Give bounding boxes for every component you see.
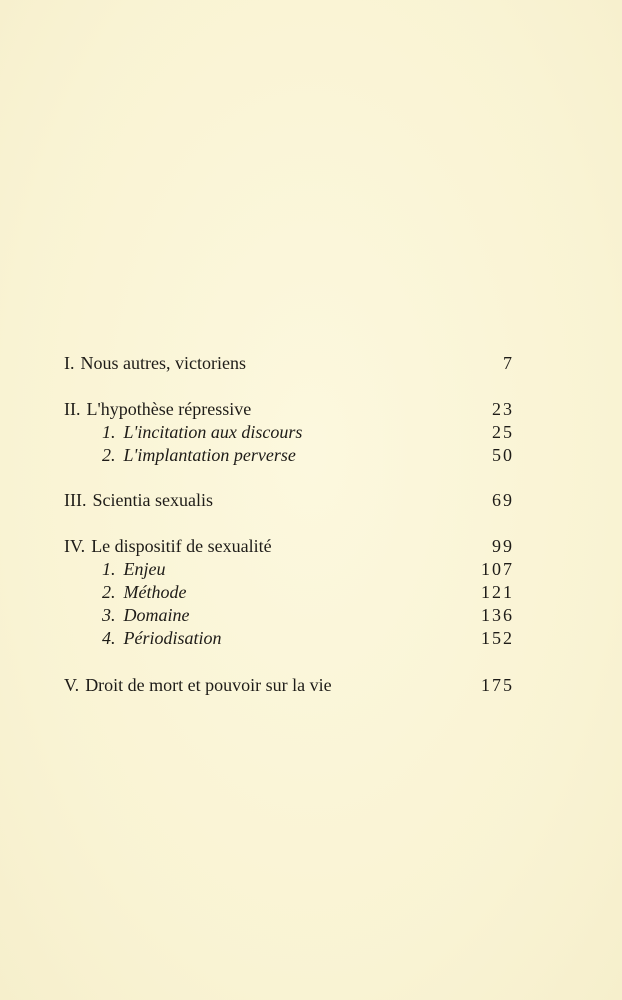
toc-entry-label [102, 443, 296, 467]
toc-entry-chapter-4 [64, 534, 512, 558]
toc-entry-title: Domaine [123, 605, 190, 625]
toc-entry-title: Le dispositif de sexualité [91, 536, 272, 556]
toc-entry-label [102, 626, 222, 650]
toc-entry-page: 99 [492, 536, 514, 556]
toc-entry-title: Périodisation [123, 628, 222, 648]
toc-entry-number: 4. [102, 628, 116, 648]
toc-entry-page: 175 [481, 675, 514, 695]
toc-entry-page: 25 [492, 422, 514, 442]
toc-entry-page: 152 [481, 628, 514, 648]
toc-entry-title: Enjeu [123, 559, 166, 579]
toc-entry-number: V. [64, 675, 80, 695]
toc-entry-number: I. [64, 353, 75, 373]
toc-entry-section-4-1 [64, 557, 512, 581]
toc-entry-title: Méthode [123, 582, 187, 602]
toc-entry-number: 2. [102, 445, 116, 465]
toc-entry-label [102, 580, 186, 604]
toc-entry-title: Droit de mort et pouvoir sur la vie [85, 675, 332, 695]
toc-entry-section-4-4 [64, 626, 512, 650]
toc-entry-label [102, 603, 190, 627]
toc-entry-chapter-3 [64, 488, 512, 512]
toc-entry-section-2-1 [64, 420, 512, 444]
toc-entry-section-2-2 [64, 443, 512, 467]
toc-entry-section-4-3 [64, 603, 512, 627]
toc-entry-title: L'implantation perverse [123, 445, 296, 465]
toc-entry-label [64, 534, 272, 558]
toc-entry-chapter-2 [64, 397, 512, 421]
toc-entry-number: II. [64, 399, 81, 419]
toc-entry-number: 1. [102, 422, 116, 442]
toc-entry-label [64, 397, 251, 421]
toc-entry-section-4-2 [64, 580, 512, 604]
toc-entry-page: 50 [492, 445, 514, 465]
toc-entry-page: 121 [481, 582, 514, 602]
toc-entry-number: IV. [64, 536, 86, 556]
toc-entry-number: 2. [102, 582, 116, 602]
toc-entry-chapter-1 [64, 351, 512, 375]
toc-entry-page: 7 [503, 353, 514, 373]
toc-entry-chapter-5 [64, 673, 512, 697]
toc-entry-title: Nous autres, victoriens [80, 353, 246, 373]
toc-entry-page: 107 [481, 559, 514, 579]
toc-entry-label [102, 420, 302, 444]
toc-entry-number: 3. [102, 605, 116, 625]
toc-entry-title: L'incitation aux discours [123, 422, 303, 442]
toc-entry-title: Scientia sexualis [92, 490, 213, 510]
toc-entry-page: 136 [481, 605, 514, 625]
toc-entry-page: 23 [492, 399, 514, 419]
toc-entry-page: 69 [492, 490, 514, 510]
toc-entry-title: L'hypothèse répressive [86, 399, 252, 419]
toc-entry-number: 1. [102, 559, 116, 579]
toc-entry-label [64, 673, 332, 697]
toc-entry-label [64, 351, 246, 375]
toc-entry-label [102, 557, 166, 581]
toc-entry-number: III. [64, 490, 87, 510]
toc-entry-label [64, 488, 213, 512]
